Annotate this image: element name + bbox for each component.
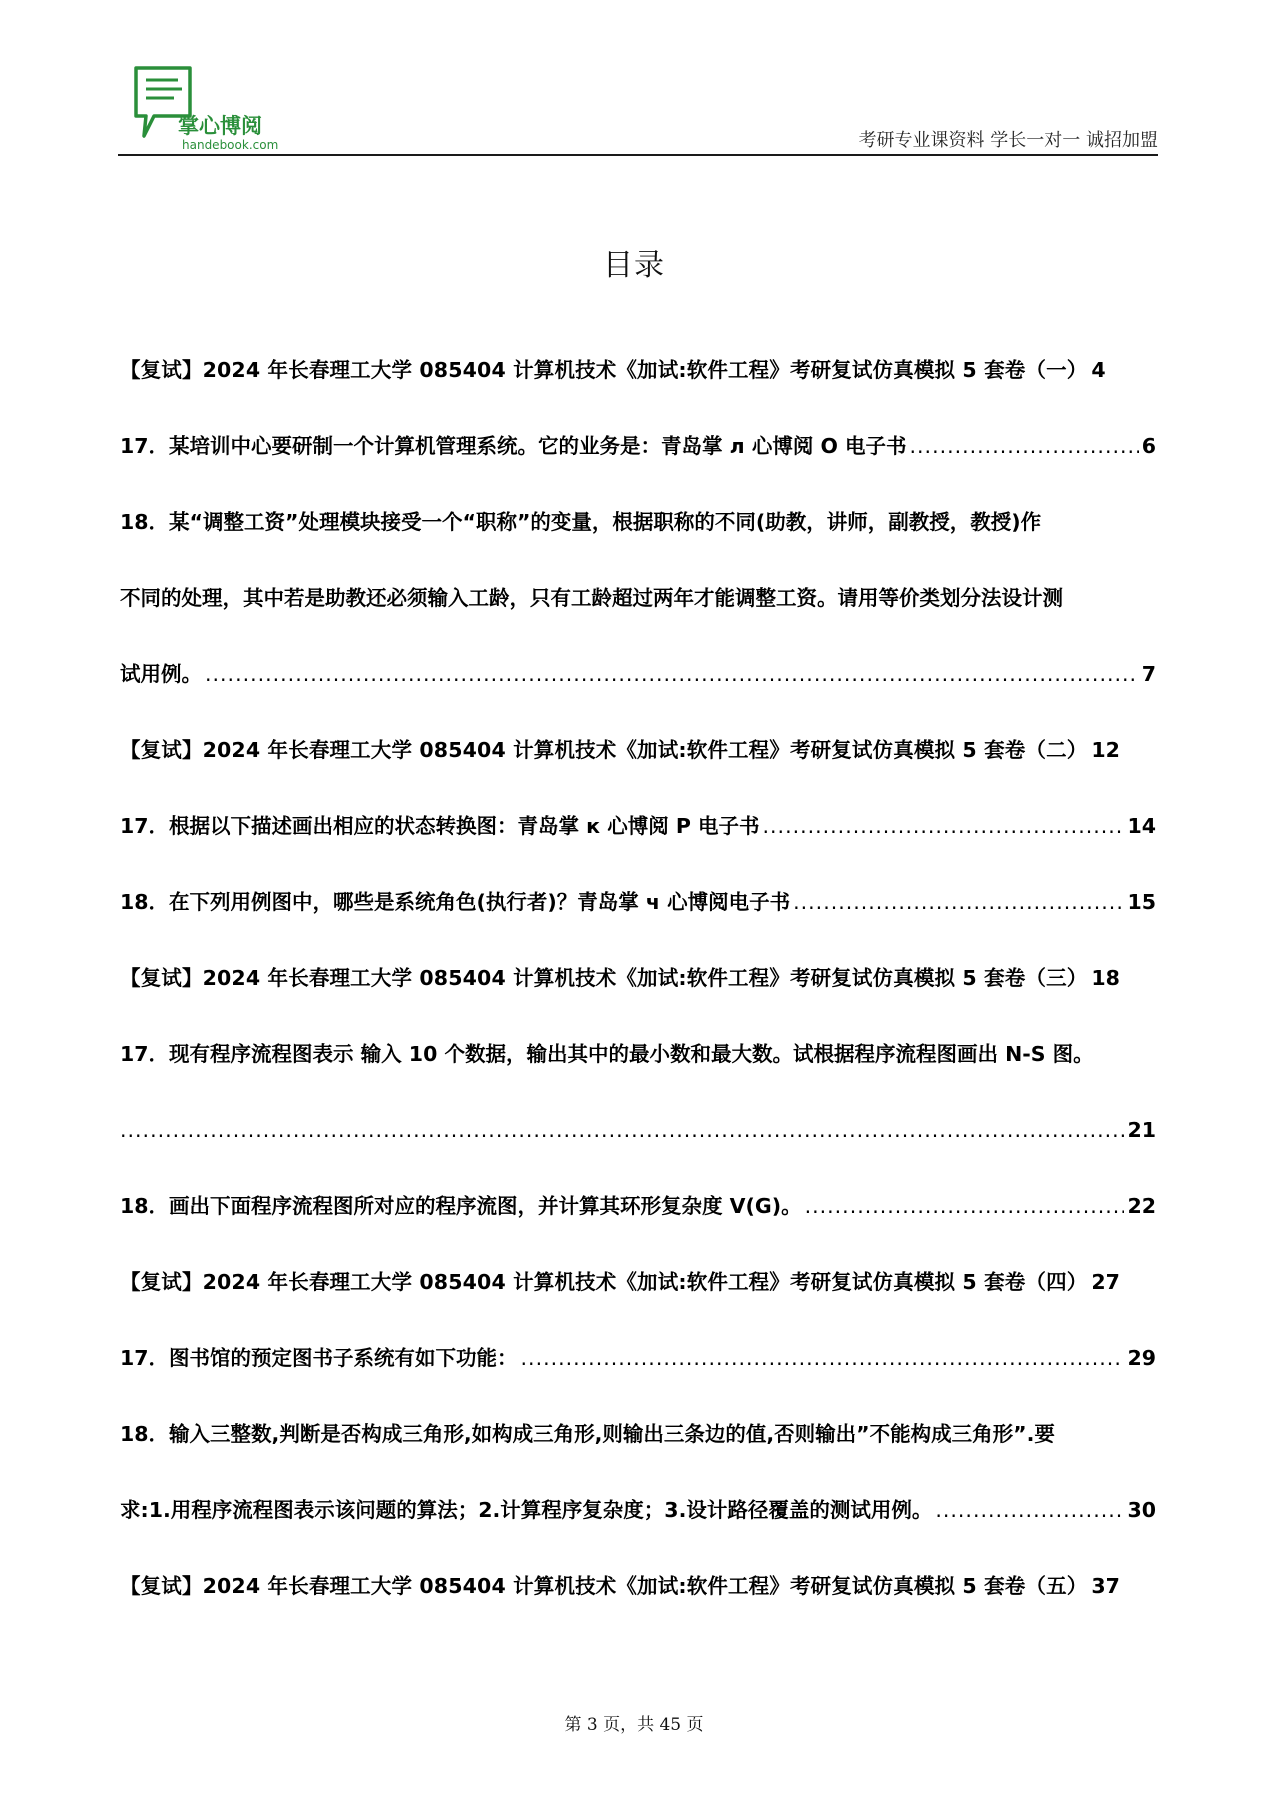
toc-entry-text: 17．某培训中心要研制一个计算机管理系统。它的业务是：青岛掌 л 心博阅 О 电子书: [120, 434, 907, 458]
page-footer: 第 3 页，共 45 页: [564, 1715, 704, 1735]
toc-entry-page: 21: [1127, 1118, 1156, 1142]
toc-entry-text: 【复试】2024 年长春理工大学 085404 计算机技术《加试:软件工程》考研复试仿真模拟 5 套卷（一）: [120, 358, 1088, 382]
toc-entry-text: 不同的处理，其中若是助教还必须输入工龄，只有工龄超过两年才能调整工资。请用等价类划分法设计测: [120, 586, 1063, 610]
toc-entry[interactable]: [120, 1265, 1156, 1299]
toc-entry-text: 18．输入三整数,判断是否构成三角形,如构成三角形,则输出三条边的值,否则输出”不能构成三角形”.要: [120, 1422, 1055, 1446]
toc-entry[interactable]: [120, 1189, 1156, 1223]
toc-entry-text: 试用例。: [120, 662, 202, 686]
logo-text: 掌心博阅: [178, 114, 262, 138]
toc-entry[interactable]: [120, 1341, 1156, 1375]
toc-entry-page: 4: [1091, 358, 1106, 382]
toc-entry-text: 【复试】2024 年长春理工大学 085404 计算机技术《加试:软件工程》考研复试仿真模拟 5 套卷（五）: [120, 1574, 1088, 1598]
toc-entry-page: 7: [1141, 662, 1156, 686]
toc-entry[interactable]: [120, 885, 1156, 919]
toc-entry-page: 6: [1141, 434, 1156, 458]
toc-entry-text: 【复试】2024 年长春理工大学 085404 计算机技术《加试:软件工程》考研复试仿真模拟 5 套卷（三）: [120, 966, 1088, 990]
toc-entry-page: 22: [1127, 1194, 1156, 1218]
toc-title: 目录: [603, 248, 665, 283]
toc-entry[interactable]: [120, 429, 1156, 463]
logo-url: handebook.com: [182, 138, 279, 152]
toc-entry-text: 【复试】2024 年长春理工大学 085404 计算机技术《加试:软件工程》考研复试仿真模拟 5 套卷（四）: [120, 1270, 1088, 1294]
leader-dots: [935, 1493, 1124, 1527]
toc-entry[interactable]: [120, 353, 1156, 387]
toc-entry-continued[interactable]: [120, 1493, 1156, 1527]
toc-entry-page: 18: [1091, 966, 1120, 990]
leader-dots: [120, 1113, 1124, 1147]
toc-entry-page: 14: [1127, 814, 1156, 838]
toc-entry[interactable]: [120, 961, 1156, 995]
leader-dots: [910, 429, 1139, 463]
leader-dots: [805, 1189, 1125, 1223]
toc-entry-text: 18．某“调整工资”处理模块接受一个“职称”的变量，根据职称的不同(助教，讲师，副教授，教授)作: [120, 510, 1042, 534]
header-tagline: 考研专业课资料 学长一对一 诚招加盟: [858, 130, 1158, 151]
header-divider: [118, 154, 1158, 156]
toc-entry-text: 求:1.用程序流程图表示该问题的算法；2.计算程序复杂度；3.设计路径覆盖的测试用例。: [120, 1498, 933, 1522]
toc-entry-continued[interactable]: [120, 657, 1156, 691]
toc-entry-continued[interactable]: [120, 1113, 1156, 1147]
brand-logo: [132, 64, 342, 154]
leader-dots: [521, 1341, 1125, 1375]
toc-entry[interactable]: [120, 1037, 1156, 1071]
toc-entry-text: 17．图书馆的预定图书子系统有如下功能：: [120, 1346, 518, 1370]
toc-entry-page: 27: [1091, 1270, 1120, 1294]
toc-entry-page: 30: [1127, 1498, 1156, 1522]
toc-entry-text: 17．根据以下描述画出相应的状态转换图：青岛掌 к 心博阅 Р 电子书: [120, 814, 760, 838]
toc-entry[interactable]: [120, 1417, 1156, 1451]
leader-dots: [763, 809, 1125, 843]
leader-dots: [793, 885, 1124, 919]
toc-entry-text: 18．画出下面程序流程图所对应的程序流图，并计算其环形复杂度 V(G)。: [120, 1194, 802, 1218]
page-header: [118, 56, 1158, 156]
toc-entry-page: 37: [1091, 1574, 1120, 1598]
toc-entry-page: 12: [1091, 738, 1120, 762]
toc-entry[interactable]: [120, 733, 1156, 767]
toc-entry-text: 【复试】2024 年长春理工大学 085404 计算机技术《加试:软件工程》考研复试仿真模拟 5 套卷（二）: [120, 738, 1088, 762]
toc-entry-page: 29: [1127, 1346, 1156, 1370]
toc-entry[interactable]: [120, 809, 1156, 843]
toc-entry[interactable]: [120, 505, 1156, 539]
toc-entry-text: 18．在下列用例图中，哪些是系统角色(执行者)？青岛掌 ч 心博阅电子书: [120, 890, 791, 914]
toc-entry-page: 15: [1127, 890, 1156, 914]
toc-entry-text: 17．现有程序流程图表示 输入 10 个数据，输出其中的最小数和最大数。试根据程序流程图画出 N-S 图。: [120, 1042, 1094, 1066]
leader-dots: [205, 657, 1139, 691]
toc-entry[interactable]: [120, 1569, 1156, 1603]
toc-entry-continued[interactable]: [120, 581, 1156, 615]
